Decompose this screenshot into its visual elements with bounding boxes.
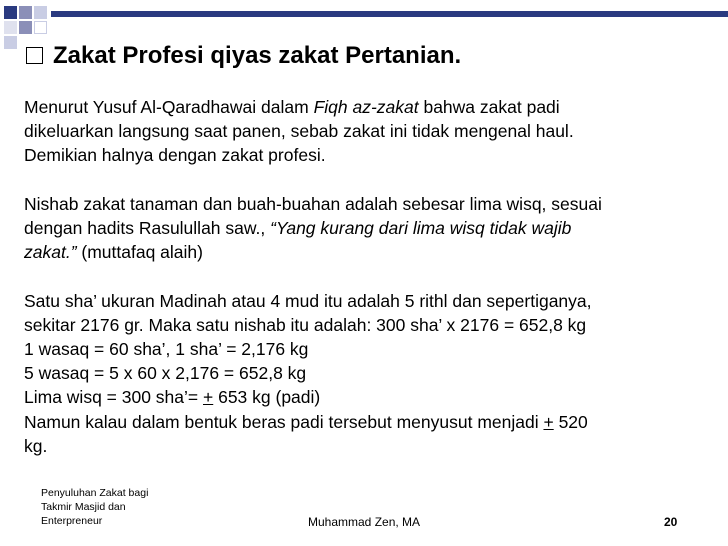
text-span: bahwa zakat padi [418,97,560,117]
text-span: Menurut Yusuf Al-Qaradhawai dalam [24,97,314,117]
decor-square [34,6,47,19]
paragraph-line: Nishab zakat tanaman dan buah-buahan adalah sebesar lima wisq, sesuai [24,193,602,214]
footer-line: Takmir Masjid dan [41,501,126,513]
hadith-quote: zakat.” [24,242,77,263]
footer-line: Enterpreneur [41,515,103,527]
decor-square [34,21,47,34]
decor-square [4,21,17,34]
slide-body [24,95,704,458]
slide-title-text: Zakat Profesi qiyas zakat Pertanian. [53,42,462,69]
paragraph-line: sekitar 2176 gr. Maka satu nishab itu adalah: 300 sha’ x 2176 = 652,8 kg [24,314,587,335]
paragraph-line [24,385,704,409]
slide-title [26,42,461,70]
paragraph-line [24,410,704,434]
bullet-box-icon [26,47,43,64]
footer-line: Penyuluhan Zakat bagi [41,487,149,499]
decor-square [4,36,17,49]
decor-square [4,6,17,19]
decor-square [19,21,32,34]
paragraph-line: Satu sha’ ukuran Madinah atau 4 mud itu adalah 5 rithl dan sepertiganya, [24,290,592,311]
decor-square [19,6,32,19]
paragraph-line [24,216,704,240]
spacer [24,168,704,192]
paragraph-line [24,95,704,119]
paragraph-line [24,240,704,264]
text-span: Namun kalau dalam bentuk beras padi tersebut menyusut menjadi [24,411,544,432]
text-span: 653 kg (padi) [213,387,321,408]
paragraph-line: 1 wasaq = 60 sha’, 1 sha’ = 2,176 kg [24,339,309,359]
text-span: dengan hadits Rasulullah saw., [24,218,271,238]
paragraph-line: 5 wasaq = 5 x 60 x 2,176 = 652,8 kg [24,363,307,384]
hadith-quote: “Yang kurang dari lima wisq tidak wajib [270,218,572,238]
plus-minus-sign: + [203,387,214,408]
footer-event [41,486,191,528]
plus-minus-sign: + [543,411,554,432]
page-number: 20 [664,515,678,529]
spacer [24,264,704,288]
paragraph-line: Demikian halnya dengan zakat profesi. [24,145,326,166]
text-span: (muttafaq alaih) [76,242,203,263]
title-bar [51,11,728,17]
footer-author: Muhammad Zen, MA [308,515,421,529]
text-span: Lima wisq = 300 sha’= [24,387,203,408]
paragraph-line: kg. [24,435,48,456]
text-span: 520 [553,411,588,432]
paragraph-line: dikeluarkan langsung saat panen, sebab zakat ini tidak mengenal haul. [24,121,574,142]
book-title: Fiqh az-zakat [313,97,419,117]
